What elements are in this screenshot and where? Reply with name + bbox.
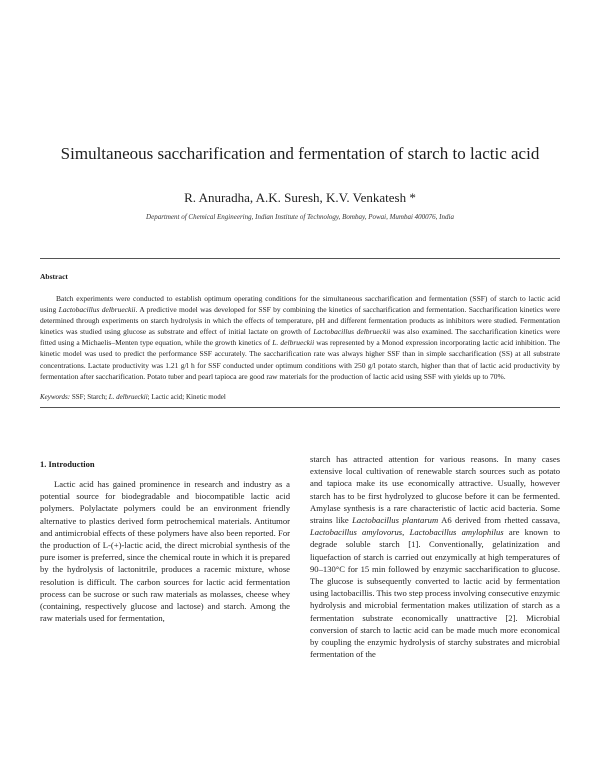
keywords-part-1: SSF; Starch;: [70, 393, 109, 401]
keywords-part-2: ; Lactic acid; Kinetic model: [147, 393, 226, 401]
organism-name: Lactobacillus delbrueckii: [313, 327, 391, 337]
author-list: R. Anuradha, A.K. Suresh, K.V. Venkatesh *: [184, 190, 416, 205]
abstract-text-3: was also examined. The saccharification kinetics were fitted using a Michaelis–Menten type equation, while the growth kinetics of: [40, 327, 561, 348]
intro-right-text-4: are known to degrade soluble starch [1]. Conventionally, gelatinization and liquefaction of starch is carried out enzymically at high temperatures of 90–130°C for 15 min followed by enzymic saccharification to glucose. The glucose is subsequently converted to lactic acid by fermentation using lactobacillis. This two step process involving consecutive enzymic hydrolysis and microbial fermentation makes utilization of starch as a fermentation substrate economically unattractive [2]. Microbial conversion of starch to lactic acid can be made much more economical by coupling the enzymic hydrolysis of starchy substrates and microbial fermentation of the: [310, 527, 560, 660]
abstract-text-4: was represented by a Monod expression incorporating lactic acid inhibition. The kinetic model was used to predict the performance SSF accurately. The saccharification rate was always higher SSF than in simple saccharification (SS) at all substrate concentrations. Lactate productivity was 1.21 g/l h for SSF conducted under optimum conditions with 250 g/l potato starch, higher than that of lactic acid productivity by fermentation after saccharification. Potato tuber and pearl tapioca are good raw materials for the production of lactic acid using SSF with yields up to 70%.: [40, 338, 560, 381]
abstract-body: [40, 293, 560, 382]
affiliation: Department of Chemical Engineering, Indian Institute of Technology, Bombay, Powai, Mumbai 400076, India: [146, 213, 454, 221]
organism-name: Lactobacillus amylovorus: [310, 527, 403, 538]
keywords-line: [40, 393, 560, 401]
paper-title: Simultaneous saccharification and fermentation of starch to lactic acid: [60, 144, 540, 163]
intro-right-text-3: ,: [402, 527, 410, 538]
intro-right-text-2: A6 derived from rhetted cassava,: [438, 515, 560, 526]
organism-name: Lactobacillus delbrueckii: [58, 305, 136, 315]
abstract-heading: Abstract: [40, 272, 68, 281]
intro-right-column: [310, 453, 560, 660]
keywords-organism: L. delbrueckii: [108, 393, 148, 401]
keywords-label: Keywords:: [40, 393, 71, 401]
intro-left-column: Lactic acid has gained prominence in research and industry as a potential source for biodegradable and biocompatible lactic acid polymers. Polylactate polymers could be an environment friendly alternative to plastics derived form petrochemical materials. Antitumor and antimicrobial effects of these polymers have also been reported. For the production of L-(+)-lactic acid, the direct microbial synthesis of the pure isomer is preferred, since the chemical route in which it is prepared by the hydrolysis of lactonitrile, produces a racemic mixture, whose resolution is difficult. The carbon sources for lactic acid fermentation process can be sucrose or such raw materials as molasses, cheese whey (containing, respectively glucose and lactose) and starch. Among the raw materials used for fermentation,: [40, 479, 290, 624]
abstract-text-2: . A predictive model was developed for SSF by combining the kinetics of saccharification and fermentation. Saccharification kinetics were determined through experiments on starch hydrolysis in which the effects of temperature, pH and different fermentation products as inhibitors were studied. Fermentation kinetics was studied using glucose as substrate and effect of initial lactate on growth of: [40, 305, 560, 337]
section-heading: 1. Introduction: [40, 459, 95, 469]
abstract-bottom-rule: [40, 407, 560, 408]
abstract-top-rule: [40, 258, 560, 259]
organism-name: L. delbrueckii: [272, 338, 315, 348]
intro-right-text-1: starch has attracted attention for various reasons. In many cases extensive local cultivation of renewable starch sources such as potato and tapioca make its use economically attractive. Usually, however starch has to be first hydrolyzed to glucose before it can be fermented. Amylase synthesis is a rare characteristic of lactic acid bacteria. Some strains like: [310, 454, 560, 526]
abstract-text-1: Batch experiments were conducted to establish optimum operating conditions for the simultaneous saccharification and fermentation (SSF) of starch to lactic acid using: [40, 294, 560, 315]
organism-name: Lactobacillus plantarum: [352, 515, 439, 526]
organism-name: Lactobacillus amylophilus: [409, 527, 504, 538]
